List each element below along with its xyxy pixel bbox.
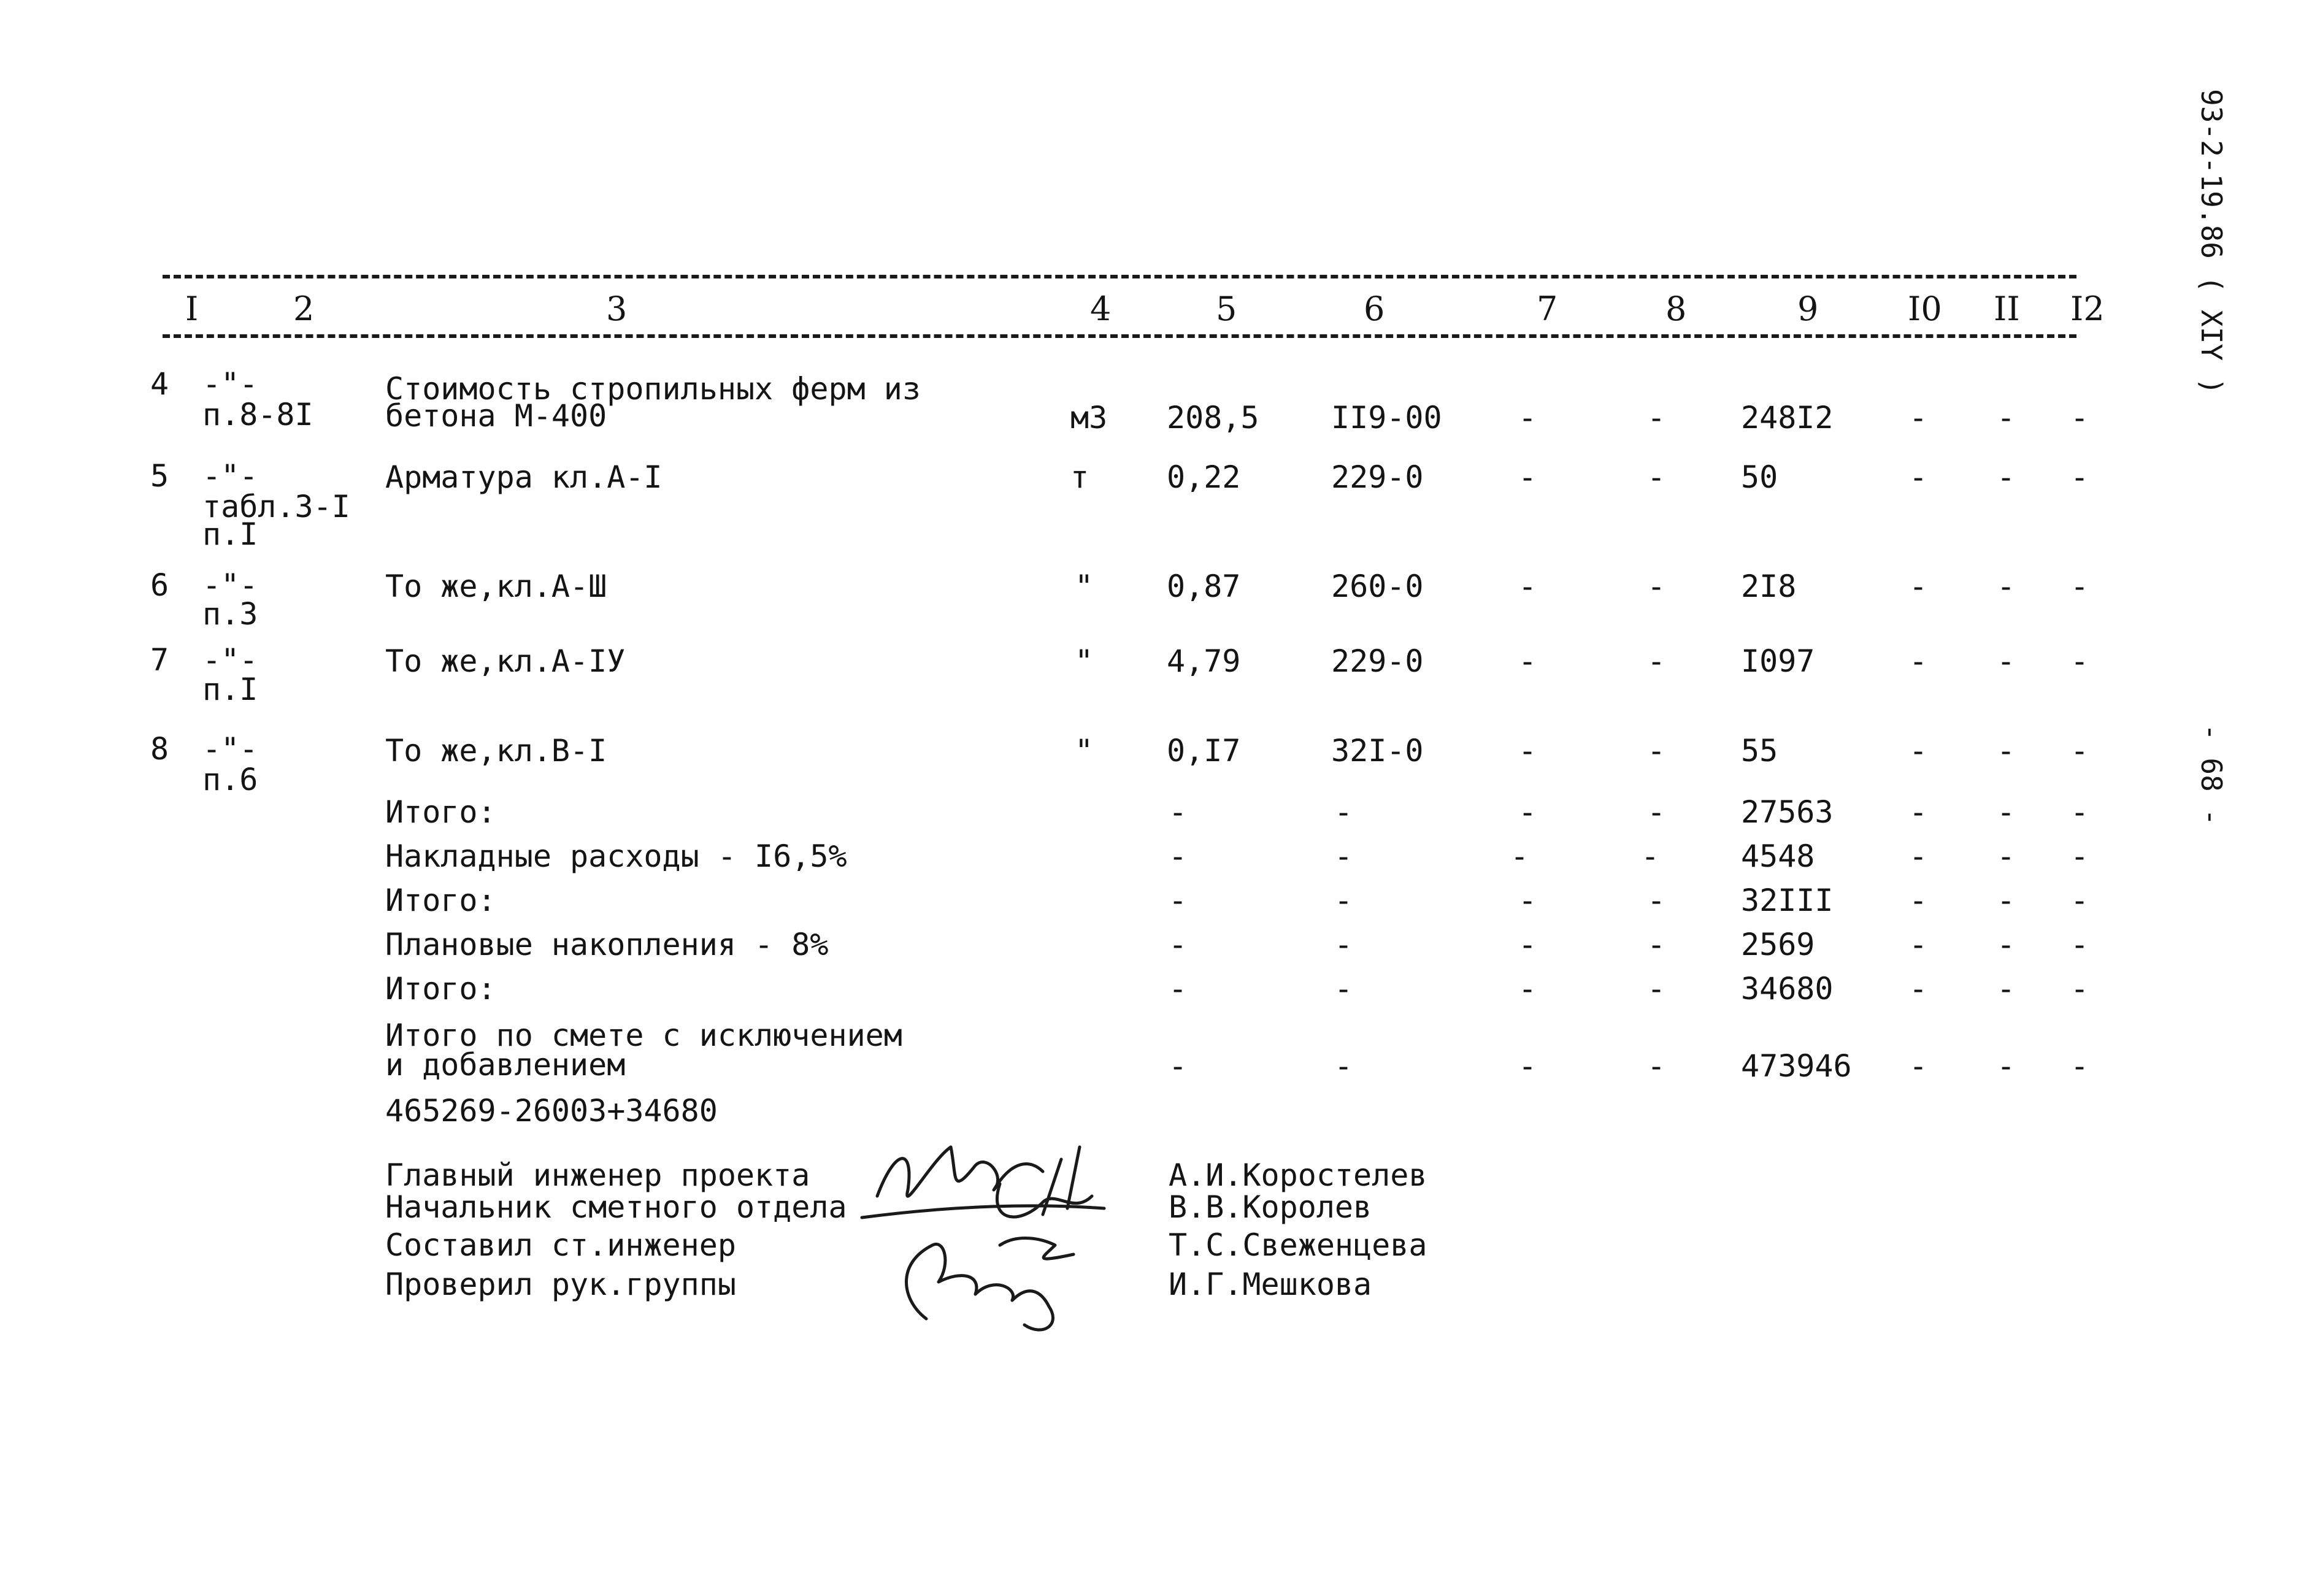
header-col-11: II [1994,290,2020,328]
row-col7: - [1518,733,1537,769]
summary-col6: - [1334,883,1353,918]
signature-name: А.И.Коростелев [1169,1157,1427,1193]
row-unit: м3 [1070,400,1108,435]
row-reference: -"- [202,366,258,402]
row-col10: - [1909,643,1928,679]
summary-col6: - [1334,838,1353,874]
row-quantity: 0,22 [1167,459,1241,495]
row-col12: - [2070,643,2089,679]
header-top-rule [163,275,2076,278]
signature-role: Составил ст.инженер [385,1227,736,1263]
row-col10: - [1909,569,1928,604]
summary-col7: - [1518,883,1537,918]
signature-role: Проверил рук.группы [385,1267,736,1302]
summary-col11: - [1997,838,2016,874]
summary-col6: - [1334,927,1353,962]
summary-total: 27563 [1741,794,1834,830]
summary-label: Плановые накопления - 8% [385,927,829,962]
summary-col5: - [1169,838,1188,874]
summary-col5: - [1169,971,1188,1007]
summary-col7: - [1510,838,1529,874]
summary-col10: - [1909,883,1928,918]
summary-col10: - [1909,794,1928,830]
summary-col7: - [1518,971,1537,1007]
row-quantity: 208,5 [1167,400,1259,435]
row-col8: - [1647,733,1666,769]
row-description: Стоимость стропильных ферм из [385,371,921,407]
row-reference: п.6 [202,762,258,797]
grand-total-label: и добавлением [385,1047,626,1083]
row-unit-price: 32I-0 [1331,733,1424,769]
margin-document-code: 93-2-19.86 ( XIY ) [2195,89,2228,395]
row-number: 8 [150,731,169,767]
row-unit-price: 229-0 [1331,643,1424,679]
header-col-8: 8 [1665,290,1687,328]
row-unit: " [1075,643,1094,679]
summary-col8: - [1641,838,1660,874]
summary-label: Итого: [385,971,496,1007]
summary-col11: - [1997,794,2016,830]
summary-col10: - [1909,971,1928,1007]
row-col7: - [1518,400,1537,435]
row-number: 6 [150,567,169,603]
row-number: 4 [150,366,169,402]
row-col7: - [1518,459,1537,495]
signature-name: В.В.Королев [1169,1189,1372,1225]
grand-col6: - [1334,1048,1353,1084]
row-total: 2I8 [1741,569,1797,604]
row-reference: -"- [202,458,258,494]
row-description: То же,кл.А-IУ [385,643,626,679]
row-col12: - [2070,733,2089,769]
summary-col12: - [2070,927,2089,962]
row-col8: - [1647,459,1666,495]
row-reference: п.I [202,516,258,552]
row-number: 7 [150,642,169,678]
header-col-2: 2 [293,290,315,328]
summary-col6: - [1334,794,1353,830]
row-reference: -"- [202,731,258,767]
summary-col7: - [1518,794,1537,830]
row-reference: -"- [202,567,258,603]
row-total: 248I2 [1741,400,1834,435]
header-col-9: 9 [1797,290,1819,328]
summary-col8: - [1647,794,1666,830]
row-unit-price: 229-0 [1331,459,1424,495]
row-reference: п.I [202,672,258,707]
row-reference: п.3 [202,596,258,632]
signature-name: И.Г.Мешкова [1169,1267,1372,1302]
row-quantity: 0,I7 [1167,733,1241,769]
summary-col8: - [1647,971,1666,1007]
row-col7: - [1518,569,1537,604]
row-total: 55 [1741,733,1778,769]
grand-col12: - [2070,1048,2089,1084]
row-reference: табл.3-I [202,489,350,524]
row-col11: - [1997,569,2016,604]
row-quantity: 0,87 [1167,569,1241,604]
summary-col12: - [2070,883,2089,918]
summary-col7: - [1518,927,1537,962]
grand-total-formula: 465269-26003+34680 [385,1093,718,1129]
row-description: То же,кл.А-Ш [385,569,607,604]
summary-col10: - [1909,838,1928,874]
row-col8: - [1647,569,1666,604]
row-reference: -"- [202,642,258,678]
signature-role: Начальник сметного отдела [385,1189,847,1225]
summary-col12: - [2070,838,2089,874]
header-col-1: I [185,290,199,328]
row-number: 5 [150,458,169,494]
grand-col11: - [1997,1048,2016,1084]
row-col11: - [1997,733,2016,769]
row-description: бетона М-400 [385,398,607,434]
row-col10: - [1909,459,1928,495]
row-col12: - [2070,569,2089,604]
row-unit: " [1075,733,1094,769]
row-unit: т [1070,459,1089,495]
summary-label: Итого: [385,794,496,830]
summary-total: 2569 [1741,927,1815,962]
row-col12: - [2070,400,2089,435]
row-unit-price: 260-0 [1331,569,1424,604]
row-col12: - [2070,459,2089,495]
header-col-10: I0 [1908,290,1942,328]
header-col-6: 6 [1364,290,1385,328]
summary-total: 32III [1741,883,1834,918]
margin-page-number: - 68 - [2195,724,2228,826]
summary-col5: - [1169,927,1188,962]
summary-label: Итого: [385,883,496,918]
grand-col5: - [1169,1048,1188,1084]
row-unit-price: II9-00 [1331,400,1442,435]
row-total: I097 [1741,643,1815,679]
summary-col8: - [1647,883,1666,918]
summary-label: Накладные расходы - I6,5% [385,838,847,874]
row-col8: - [1647,400,1666,435]
summary-col5: - [1169,883,1188,918]
row-total: 50 [1741,459,1778,495]
signature-name: Т.С.Свеженцева [1169,1227,1427,1263]
header-col-3: 3 [606,290,628,328]
summary-col11: - [1997,971,2016,1007]
row-col11: - [1997,459,2016,495]
summary-col8: - [1647,927,1666,962]
row-col8: - [1647,643,1666,679]
row-col11: - [1997,643,2016,679]
header-col-12: I2 [2070,290,2105,328]
row-reference: п.8-8I [202,397,313,432]
summary-col12: - [2070,794,2089,830]
signature-role: Главный инженер проекта [385,1157,810,1193]
grand-col7: - [1518,1048,1537,1084]
summary-col11: - [1997,883,2016,918]
header-col-7: 7 [1537,290,1558,328]
summary-col10: - [1909,927,1928,962]
summary-col12: - [2070,971,2089,1007]
row-unit: " [1075,569,1094,604]
grand-col8: - [1647,1048,1666,1084]
row-description: То же,кл.В-I [385,733,607,769]
header-bottom-rule [163,334,2076,338]
grand-total: 473946 [1741,1048,1852,1084]
summary-total: 4548 [1741,838,1815,874]
row-col10: - [1909,400,1928,435]
row-col7: - [1518,643,1537,679]
handwritten-signature [859,1122,1178,1343]
row-col11: - [1997,400,2016,435]
row-col10: - [1909,733,1928,769]
grand-total-label: Итого по смете с исключением [385,1018,902,1053]
header-col-4: 4 [1090,290,1112,328]
row-quantity: 4,79 [1167,643,1241,679]
row-description: Арматура кл.А-I [385,459,663,495]
summary-col11: - [1997,927,2016,962]
header-col-5: 5 [1216,290,1237,328]
summary-total: 34680 [1741,971,1834,1007]
summary-col5: - [1169,794,1188,830]
grand-col10: - [1909,1048,1928,1084]
summary-col6: - [1334,971,1353,1007]
